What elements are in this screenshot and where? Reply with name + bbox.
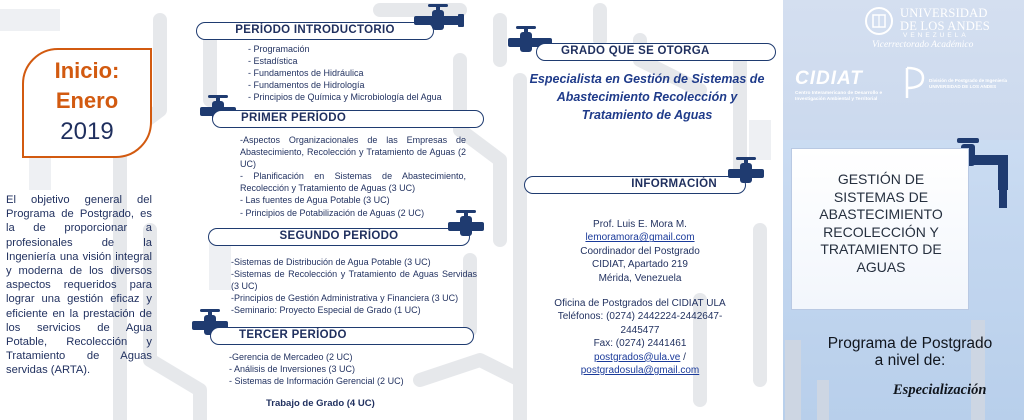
cover-title-line: ABASTECIMIENTO xyxy=(819,206,943,223)
grado-title: GRADO QUE SE OTORGA xyxy=(561,45,710,57)
email-link[interactable]: lemoramora@gmail.com xyxy=(585,232,695,244)
tercer-periodo-list xyxy=(229,351,469,387)
primer-periodo-header xyxy=(212,110,484,128)
tercer-periodo-header xyxy=(210,327,474,345)
primer-periodo-title: PRIMER PERÍODO xyxy=(241,112,347,124)
posgrado-logo-icon xyxy=(903,66,927,100)
vicerrectorado-label: Vicerrectorado Académico xyxy=(872,40,974,50)
phone-line: Teléfonos: (0274) 2442224-2442647- xyxy=(557,311,723,323)
email-link[interactable]: postgradosula@gmail.com xyxy=(580,365,700,377)
contact-info xyxy=(540,218,740,377)
grado-header xyxy=(536,43,776,61)
informacion-title: INFORMACIÓN xyxy=(631,178,717,190)
list-item: -Gerencia de Mercadeo (2 UC) xyxy=(229,352,353,362)
periodo-introductorio-title: PERÍODO INTRODUCTORIO xyxy=(235,24,395,36)
list-item: -Sistemas de Distribución de Agua Potable (3 UC) xyxy=(231,257,431,267)
periodo-introductorio-header xyxy=(196,22,434,40)
tercer-periodo-title: TERCER PERÍODO xyxy=(239,329,347,341)
cidiat-logo: CIDIAT xyxy=(795,68,863,89)
cover-title-card xyxy=(791,148,969,310)
informacion-header xyxy=(524,176,746,194)
university-name-line: UNIVERSIDAD xyxy=(900,6,988,20)
start-date-badge xyxy=(22,48,152,158)
university-name xyxy=(900,7,1024,33)
email-row xyxy=(540,351,740,364)
list-item: - Principios de Potabilización de Aguas (2 UC) xyxy=(240,207,425,218)
list-item: - Planificación en Sistemas de Abastecimiento, Recolección y Tratamiento de Aguas (3 UC) xyxy=(240,171,466,194)
list-item: - Análisis de Inversiones (3 UC) xyxy=(229,364,356,375)
list-item: - Estadística xyxy=(248,56,298,67)
valve-icon xyxy=(414,4,474,34)
segundo-periodo-header xyxy=(208,228,470,246)
office-name: Oficina de Postgrados del CIDIAT ULA xyxy=(554,298,726,310)
brochure-cover xyxy=(783,0,1024,420)
posgrado-division-label: División de Postgrado de Ingeniería UNIVERSIDAD DE LOS ANDES xyxy=(929,78,1008,89)
valve-icon xyxy=(448,210,488,238)
program-label-line: a nivel de: xyxy=(874,352,946,369)
degree-title xyxy=(518,70,776,124)
start-label: Inicio: xyxy=(54,58,120,83)
list-item: - Programación xyxy=(248,44,310,54)
cover-title-line: AGUAS xyxy=(856,258,906,275)
degree-line: Especialista en Gestión de Sistemas de xyxy=(529,72,765,86)
phone-line: 2445477 xyxy=(620,324,660,336)
address-line: CIDIAT, Apartado 219 xyxy=(592,259,688,271)
program-objective: El objetivo general del Programa de Postgrado, es la de proporcionar a profesionales de la Ingeniería una visión integral y moderna de los diversos aspectos requeridos para lograr una gestión eficaz y eficiente en la prestación de los servicios de Agua Potable, Recolección y Tratamiento de Aguas servidas (ARTA). xyxy=(6,194,152,377)
email-separator: / xyxy=(680,351,686,363)
list-item: -Sistemas de Recolección y Tratamiento de Aguas Servidas (3 UC) xyxy=(231,269,477,292)
primer-periodo-list xyxy=(240,134,466,219)
cover-title xyxy=(802,171,960,277)
trabajo-de-grado: Trabajo de Grado (4 UC) xyxy=(266,398,375,409)
list-item: - Sistemas de Información Gerencial (2 UC) xyxy=(229,376,404,387)
list-item: -Principios de Gestión Administrativa y Financiera (3 UC) xyxy=(231,293,459,304)
program-label xyxy=(805,335,1015,369)
list-item: -Seminario: Proyecto Especial de Grado (1 UC) xyxy=(231,305,421,316)
professor-name: Prof. Luis E. Mora M. xyxy=(593,219,687,230)
program-label-line: Programa de Postgrado xyxy=(827,335,993,352)
list-item: - Fundamentos de Hidráulica xyxy=(248,68,364,79)
program-level: Especialización xyxy=(893,382,987,398)
start-month: Enero xyxy=(55,88,119,113)
segundo-periodo-list xyxy=(231,256,477,316)
list-item: - Las fuentes de Agua Potable (3 UC) xyxy=(240,195,390,206)
cover-title-line: RECOLECCIÓN Y xyxy=(823,223,939,240)
periodo-introductorio-list xyxy=(248,43,488,103)
segundo-periodo-title: SEGUNDO PERÍODO xyxy=(279,230,399,242)
address-line: Mérida, Venezuela xyxy=(598,272,682,284)
university-country: VENEZUELA xyxy=(903,32,969,39)
cover-title-line: SISTEMAS DE xyxy=(833,188,929,205)
university-seal-icon xyxy=(863,6,895,36)
list-item: - Principios de Química y Microbiología del Agua xyxy=(248,92,442,103)
degree-line: Tratamiento de Aguas xyxy=(581,108,713,122)
fax-line: Fax: (0274) 2441461 xyxy=(593,338,687,350)
cover-title-line: TRATAMIENTO DE xyxy=(820,241,942,258)
university-name-line: DE LOS ANDES xyxy=(900,19,990,33)
degree-line: Abastecimiento Recolección y xyxy=(556,90,738,104)
coordinator-role: Coordinador del Postgrado xyxy=(580,245,700,257)
start-year: 2019 xyxy=(60,118,114,145)
email-link[interactable]: postgrados@ula.ve xyxy=(594,351,681,363)
list-item: -Aspectos Organizacionales de las Empresas de Abastecimiento, Recolección y Tratamiento de Aguas (2 UC) xyxy=(240,135,466,170)
cidiat-description: Centro Interamericano de Desarrollo e Investigación Ambiental y Territorial xyxy=(795,91,883,102)
valve-icon xyxy=(724,157,764,185)
list-item: - Fundamentos de Hidrología xyxy=(248,80,365,91)
cover-title-line: GESTIÓN DE xyxy=(837,171,925,187)
